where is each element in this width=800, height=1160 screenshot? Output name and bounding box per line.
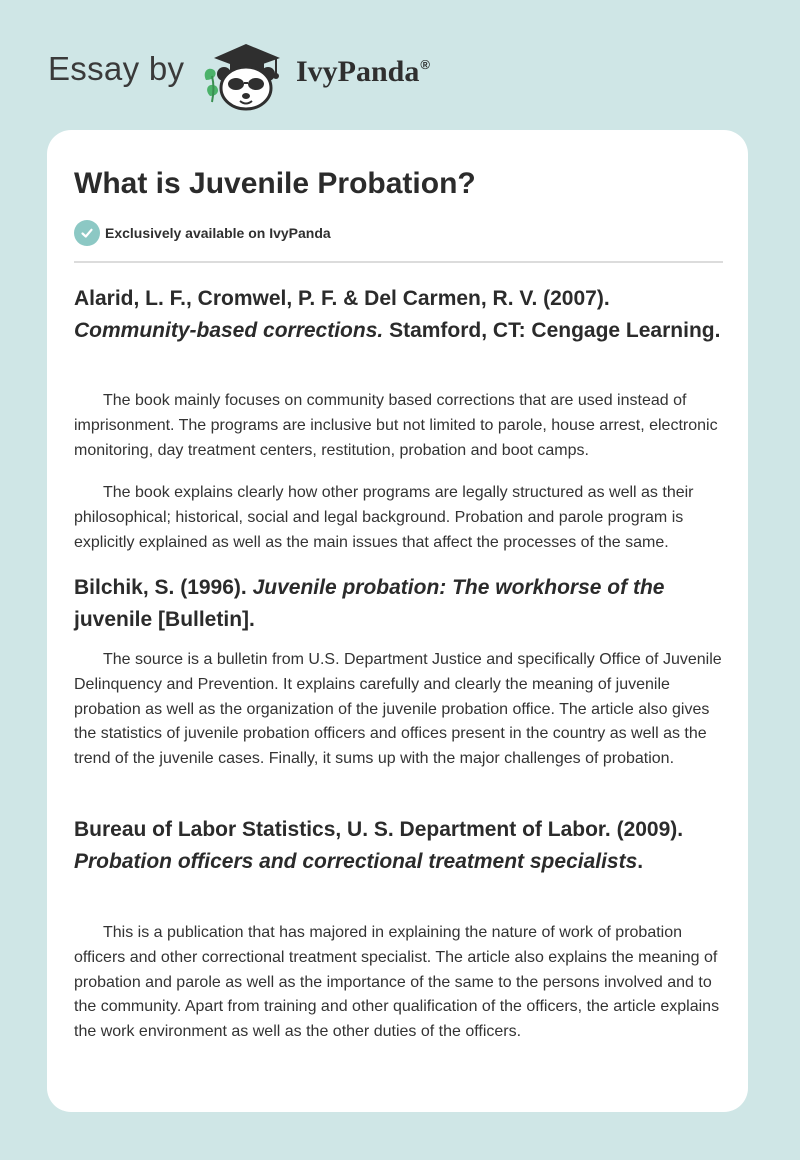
annotation-paragraph: The book explains clearly how other programs are legally structured as well as their philosophical; historical, social and legal background. Probation and parole program is explicitly explained as well as the main issues that affect the processes of the same.	[74, 484, 694, 551]
reference-entry	[74, 814, 723, 878]
annotation	[74, 648, 723, 772]
citation-author: Bilchik, S. (1996).	[74, 576, 253, 599]
essay-by-label: Essay by	[48, 50, 185, 87]
citation-publisher: juvenile [Bulletin].	[74, 608, 255, 631]
reference-entry	[74, 572, 723, 636]
reference-citation	[74, 283, 723, 347]
citation-title: Community-based corrections.	[74, 319, 384, 342]
registered-mark: ®	[420, 57, 430, 72]
citation-author: Bureau of Labor Statistics, U. S. Department of Labor. (2009).	[74, 818, 684, 841]
brand-text: IvyPanda	[296, 55, 420, 88]
annotation-paragraph: The source is a bulletin from U.S. Department Justice and specifically Office of Juvenile Delinquency and Prevention. It explains carefully and clearly the meaning of juvenile probation as well as the organization of the juvenile probation office. The article also gives the statistics of juvenile probation officers and offices present in the country as well as the trend of the juvenile cases. Finally, it sums up with the major challenges of probation.	[74, 651, 722, 768]
citation-publisher: Stamford, CT: Cengage Learning.	[383, 319, 721, 342]
check-icon	[74, 220, 100, 246]
essay-card	[47, 130, 748, 1112]
reference-citation	[74, 572, 723, 636]
site-header	[48, 36, 548, 112]
exclusive-label: Exclusively available on IvyPanda	[105, 225, 331, 241]
reference-entry	[74, 283, 723, 347]
annotation-paragraph: The book mainly focuses on community based corrections that are used instead of imprisonment. The programs are inclusive but not limited to parole, house arrest, electronic monitoring, day treatment centers, restitution, probation and boot camps.	[74, 392, 718, 459]
page-title: What is Juvenile Probation?	[74, 167, 476, 200]
divider	[74, 261, 723, 263]
ivypanda-logo-icon[interactable]	[200, 36, 286, 112]
annotation	[74, 921, 723, 1045]
annotation-paragraph: This is a publication that has majored in explaining the nature of work of probation officers and other correctional treatment specialist. The article also explains the meaning of probation and parole as well as the importance of the same to the persons involved and to the community. Apart from training and other qualification of the officers, the article explains the work environment as well as the other duties of the officers.	[74, 924, 720, 1041]
annotation	[74, 389, 723, 463]
citation-title: Juvenile probation: The workhorse of the	[252, 576, 665, 599]
annotation	[74, 481, 723, 555]
exclusive-badge	[74, 220, 331, 246]
citation-publisher: .	[637, 850, 644, 873]
citation-author: Alarid, L. F., Cromwel, P. F. & Del Carmen, R. V. (2007).	[74, 287, 610, 310]
reference-citation	[74, 814, 723, 878]
brand-name[interactable]	[296, 55, 430, 89]
citation-title: Probation officers and correctional treatment specialists	[74, 850, 638, 873]
